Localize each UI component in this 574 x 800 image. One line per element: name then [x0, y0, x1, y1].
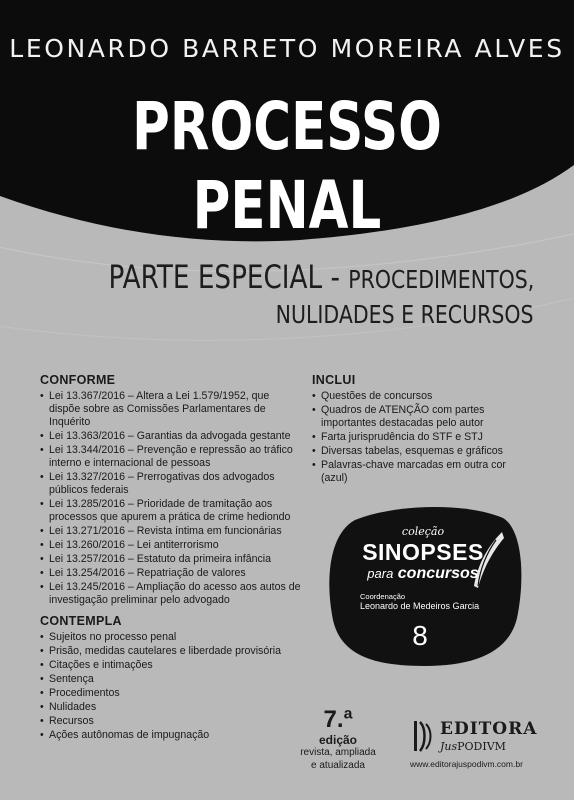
list-item: • Lei 13.327/2016 – Prerrogativas dos advogados públicos federais: [40, 471, 302, 497]
inclui-list: [312, 390, 532, 485]
list-item: • Lei 13.257/2016 – Estatuto da primeira infância: [40, 553, 302, 566]
list-item: • Palavras-chave marcadas em outra cor (azul): [312, 459, 532, 485]
collection-para-concursos: [333, 565, 513, 583]
edition-label: edição: [318, 733, 357, 747]
subtitle-line-1: [108, 258, 534, 296]
list-item: • Ações autônomas de impugnação: [40, 729, 302, 742]
list-item: • Lei 13.344/2016 – Prevenção e repressão ao tráfico interno e internacional de pessoas: [40, 444, 302, 470]
list-item: • Lei 13.285/2016 – Prioridade de tramitação aos processos que apurem a prática de crime hediondo: [40, 498, 302, 524]
list-item: • Lei 13.245/2016 – Ampliação do acesso aos autos de investigação preliminar pelo advogado: [40, 581, 302, 607]
publisher-url: www.editorajuspodivm.com.br: [410, 759, 523, 769]
list-item: • Lei 13.260/2016 – Lei antiterrorismo: [40, 539, 302, 552]
coordinator-name: Leonardo de Medeiros Garcia: [360, 601, 480, 611]
contempla-list: [40, 631, 302, 742]
right-column: [312, 374, 532, 491]
coordination-label: Coordenação: [360, 592, 406, 601]
edition-number: 7.ª: [323, 706, 353, 733]
inclui-heading: INCLUI: [312, 373, 356, 387]
list-item: • Citações e intimações: [40, 659, 302, 672]
volume-number: 8: [412, 620, 428, 651]
publisher-logo-icon: [412, 718, 436, 754]
collection-concursos: concursos: [397, 565, 479, 582]
left-column: [40, 374, 302, 748]
conforme-heading: CONFORME: [40, 373, 116, 387]
list-item: • Sentença: [40, 673, 302, 686]
list-item: • Nulidades: [40, 701, 302, 714]
list-item: • Recursos: [40, 715, 302, 728]
list-item: • Procedimentos: [40, 687, 302, 700]
subtitle-part-1: PARTE ESPECIAL -: [108, 258, 348, 296]
subtitle-line-2: NULIDADES E RECURSOS: [276, 300, 534, 329]
collection-para: para: [367, 566, 394, 581]
list-item: • Diversas tabelas, esquemas e gráficos: [312, 445, 532, 458]
title-line-2: PENAL: [192, 167, 382, 244]
list-item: • Lei 13.254/2016 – Repatriação de valores: [40, 567, 302, 580]
contempla-heading: CONTEMPLA: [40, 614, 122, 628]
subtitle-part-2: PROCEDIMENTOS,: [347, 265, 534, 294]
author-name: LEONARDO BARRETO MOREIRA ALVES: [9, 34, 565, 63]
list-item: • Farta jurisprudência do STF e STJ: [312, 431, 532, 444]
list-item: • Lei 13.271/2016 – Revista íntima em funcionárias: [40, 525, 302, 538]
publisher-subname: [440, 740, 506, 753]
list-item: • Questões de concursos: [312, 390, 532, 403]
collection-sinopses: SINOPSES: [362, 539, 484, 565]
edition-detail-2: e atualizada: [311, 760, 365, 771]
collection-label: coleção: [401, 525, 445, 538]
list-item: • Prisão, medidas cautelares e liberdade provisória: [40, 645, 302, 658]
list-item: • Sujeitos no processo penal: [40, 631, 302, 644]
publisher-name: EDITORA: [440, 719, 538, 739]
list-item: • Lei 13.363/2016 – Garantias da advogada gestante: [40, 430, 302, 443]
list-item: • Quadros de ATENÇÃO com partes importantes destacadas pelo autor: [312, 404, 532, 430]
edition-detail-1: revista, ampliada: [300, 747, 376, 758]
list-item: • Lei 13.367/2016 – Altera a Lei 1.579/1952, que dispõe sobre as Comissões Parlamentares de Inquérito: [40, 390, 302, 429]
conforme-list: [40, 390, 302, 607]
publisher-jus: Jus: [440, 740, 458, 753]
title-line-1: PROCESSO: [132, 88, 442, 165]
publisher-podivm: PODIVM: [457, 740, 506, 753]
